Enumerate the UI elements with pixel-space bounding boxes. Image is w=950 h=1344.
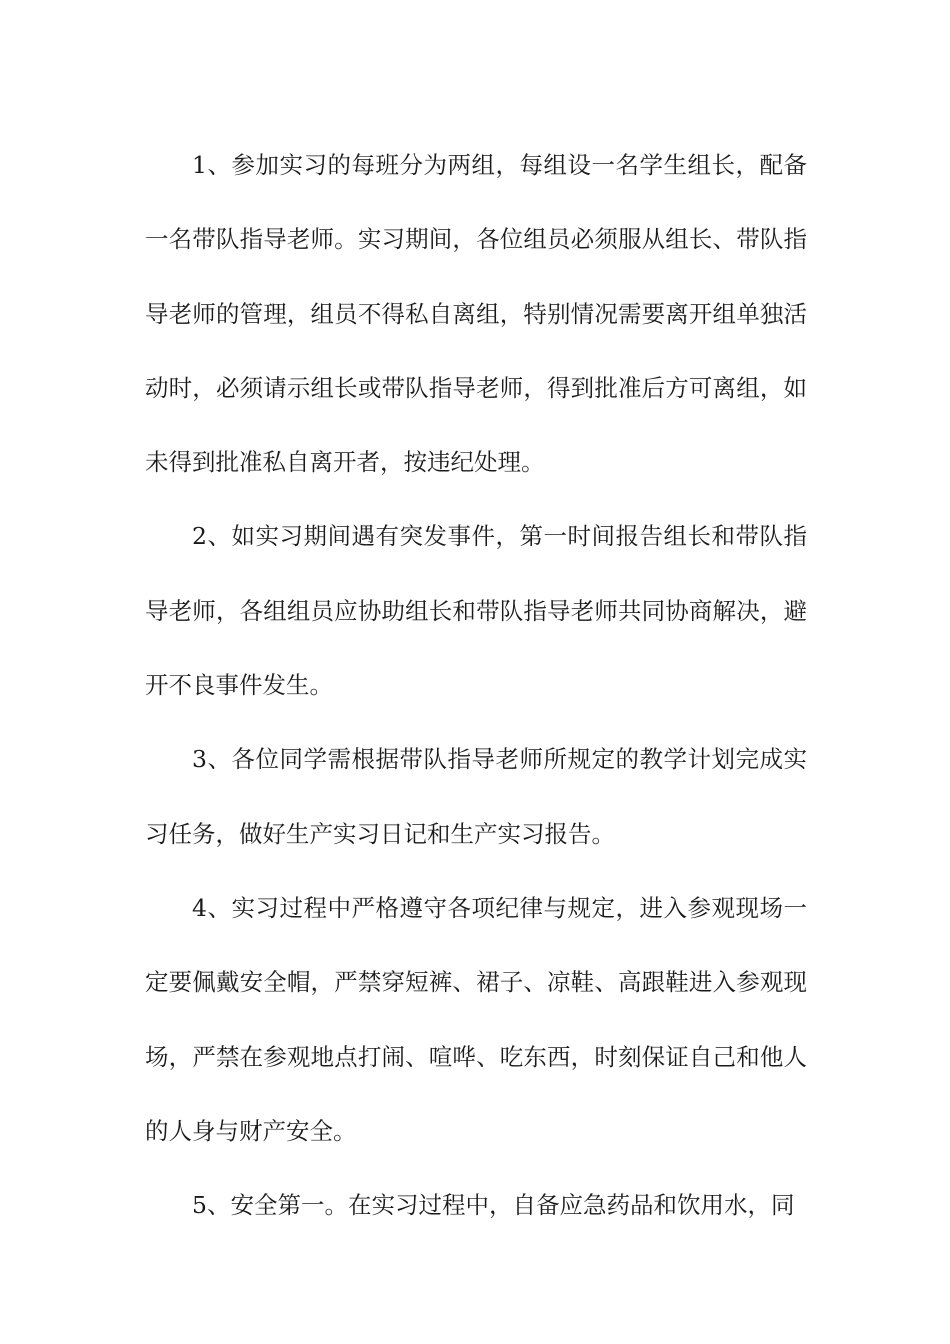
paragraph-5: 5、安全第一。在实习过程中，自备应急药品和饮用水，同: [192, 1191, 795, 1220]
document-body: [145, 128, 807, 1242]
paragraph-2: 2、如实习期间遇有突发事件，第一时间报告组长和带队指导老师，各组组员应协助组长和带队指导老师共同协商解决，避开不良事件发生。: [145, 522, 807, 700]
paragraph-4: 4、实习过程中严格遵守各项纪律与规定，进入参观现场一定要佩戴安全帽，严禁穿短裤、裙子、凉鞋、高跟鞋进入参观现场，严禁在参观地点打闹、喧哗、吃东西，时刻保证自己和他人的人身与财产安全。: [145, 893, 807, 1145]
paragraph-1: 1、参加实习的每班分为两组，每组设一名学生组长，配备一名带队指导老师。实习期间，各位组员必须服从组长、带队指导老师的管理，组员不得私自离组，特别情况需要离开组单独活动时，必须请示组长或带队指导老师，得到批准后方可离组，如未得到批准私自离开者，按违纪处理。: [145, 151, 807, 477]
paragraph-3: 3、各位同学需根据带队指导老师所规定的教学计划完成实习任务，做好生产实习日记和生产实习报告。: [145, 745, 807, 848]
